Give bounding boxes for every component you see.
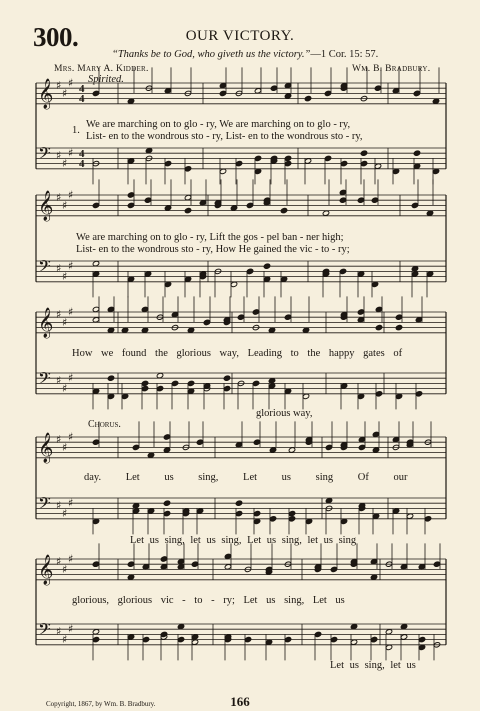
note-head bbox=[270, 85, 277, 91]
note-head bbox=[184, 194, 191, 200]
lyric-line-5: How we found the glorious way, Leading to the happy gates of bbox=[72, 348, 403, 359]
sharp-sign: ♯ bbox=[62, 315, 68, 329]
sharp-sign: ♯ bbox=[68, 76, 74, 90]
treble-clef: 𝄞 bbox=[38, 79, 54, 109]
author-credit: Mrs. Mary A. Kidder. bbox=[54, 64, 149, 74]
note-head bbox=[432, 168, 439, 174]
note-head bbox=[304, 158, 311, 164]
note-head bbox=[358, 436, 365, 442]
note-head bbox=[413, 150, 420, 156]
note-head bbox=[424, 516, 431, 522]
note-head bbox=[92, 90, 99, 96]
note-head bbox=[92, 439, 99, 445]
note-head bbox=[92, 388, 99, 394]
bass-clef: 𝄢 bbox=[38, 493, 51, 517]
sharp-sign: ♯ bbox=[68, 430, 74, 444]
note-head bbox=[219, 90, 226, 96]
note-head bbox=[144, 197, 151, 203]
note-head bbox=[163, 500, 170, 506]
note-head bbox=[288, 447, 295, 453]
note-head bbox=[184, 207, 191, 213]
lyric-line-1: We are marching on to glo - ry, We are marching on to glo - ry, bbox=[86, 119, 351, 130]
note-head bbox=[375, 324, 382, 330]
sharp-sign: ♯ bbox=[62, 270, 68, 283]
note-head bbox=[127, 276, 134, 282]
note-head bbox=[357, 309, 364, 315]
note-head bbox=[246, 202, 253, 208]
note-head bbox=[432, 98, 439, 104]
epigraph-reference: —1 Cor. 15: 57. bbox=[310, 49, 379, 60]
note-head bbox=[224, 564, 231, 570]
note-head bbox=[284, 388, 291, 394]
epigraph-quote: “Thanks be to God, who giveth us the victory.” bbox=[112, 49, 311, 60]
note-head bbox=[177, 564, 184, 570]
note-head bbox=[375, 306, 382, 312]
note-head bbox=[224, 553, 231, 559]
sharp-sign: ♯ bbox=[56, 262, 62, 276]
sharp-sign: ♯ bbox=[56, 374, 62, 388]
lyric-line-7: day. Let us sing, Let us sing Of our bbox=[84, 472, 408, 483]
note-head bbox=[147, 508, 154, 514]
lyric-line-10: Let us sing, let us bbox=[330, 660, 416, 671]
note-head bbox=[187, 388, 194, 394]
note-head bbox=[284, 160, 291, 166]
note-head bbox=[219, 168, 226, 174]
bass-clef: 𝄢 bbox=[38, 368, 51, 392]
stanza-number: 1. bbox=[72, 125, 80, 136]
note-head bbox=[400, 634, 407, 640]
note-head bbox=[284, 155, 291, 161]
sharp-sign: ♯ bbox=[56, 555, 62, 568]
sharp-sign: ♯ bbox=[56, 149, 62, 163]
note-head bbox=[385, 629, 392, 635]
note-head bbox=[263, 263, 270, 269]
note-head bbox=[141, 327, 148, 333]
treble-clef: 𝄞 bbox=[38, 433, 54, 463]
note-head bbox=[350, 623, 357, 629]
note-head bbox=[392, 88, 399, 94]
note-head bbox=[395, 393, 402, 399]
note-head bbox=[400, 623, 407, 629]
note-head bbox=[127, 634, 134, 640]
note-head bbox=[127, 158, 134, 164]
page-number: 166 bbox=[230, 694, 250, 709]
note-head bbox=[269, 516, 276, 522]
note-head bbox=[132, 444, 139, 450]
note-head bbox=[141, 380, 148, 386]
sharp-sign: ♯ bbox=[68, 552, 74, 566]
note-head bbox=[284, 636, 291, 642]
note-head bbox=[426, 271, 433, 277]
sharp-sign: ♯ bbox=[68, 259, 74, 273]
sharp-sign: ♯ bbox=[62, 198, 68, 212]
note-head bbox=[156, 372, 163, 378]
note-head bbox=[254, 88, 261, 94]
note-head bbox=[418, 564, 425, 570]
note-head bbox=[121, 327, 128, 333]
time-signature: 4 bbox=[79, 93, 85, 105]
sharp-sign: ♯ bbox=[62, 157, 68, 170]
sharp-sign: ♯ bbox=[56, 499, 62, 513]
note-head bbox=[304, 95, 311, 101]
note-head bbox=[339, 197, 346, 203]
note-head bbox=[374, 85, 381, 91]
note-head bbox=[163, 447, 170, 453]
sharp-sign: ♯ bbox=[62, 382, 68, 395]
note-head bbox=[269, 447, 276, 453]
note-head bbox=[433, 561, 440, 567]
note-head bbox=[177, 636, 184, 642]
sharp-sign: ♯ bbox=[56, 433, 62, 446]
note-head bbox=[360, 160, 367, 166]
note-head bbox=[330, 636, 337, 642]
note-head bbox=[284, 93, 291, 99]
lyric-line-2: List- en to the wondrous sto - ry, List- en to the wondrous sto - ry, bbox=[86, 131, 363, 142]
note-head bbox=[392, 436, 399, 442]
note-head bbox=[372, 447, 379, 453]
note-head bbox=[196, 508, 203, 514]
composer-credit: Wm. B. Bradbury. bbox=[352, 64, 431, 74]
sharp-sign: ♯ bbox=[62, 633, 68, 646]
note-head bbox=[203, 319, 210, 325]
note-head bbox=[371, 197, 378, 203]
note-head bbox=[413, 163, 420, 169]
note-head bbox=[375, 391, 382, 397]
note-head bbox=[268, 327, 275, 333]
sharp-sign: ♯ bbox=[68, 371, 74, 385]
note-head bbox=[372, 513, 379, 519]
note-head bbox=[230, 281, 237, 287]
note-head bbox=[357, 197, 364, 203]
sharp-sign: ♯ bbox=[68, 496, 74, 510]
note-head bbox=[253, 518, 260, 524]
note-head bbox=[406, 513, 413, 519]
note-head bbox=[254, 155, 261, 161]
note-head bbox=[171, 380, 178, 386]
note-head bbox=[235, 500, 242, 506]
note-head bbox=[199, 200, 206, 206]
note-head bbox=[92, 629, 99, 635]
note-head bbox=[177, 558, 184, 564]
note-head bbox=[127, 98, 134, 104]
note-head bbox=[324, 90, 331, 96]
note-head bbox=[322, 210, 329, 216]
note-head bbox=[187, 327, 194, 333]
tempo-marking: Spirited. bbox=[88, 74, 124, 85]
hymn-title: OUR VICTORY. bbox=[185, 28, 295, 44]
note-head bbox=[357, 393, 364, 399]
note-head bbox=[357, 271, 364, 277]
time-signature: 4 bbox=[79, 148, 85, 160]
note-head bbox=[164, 160, 171, 166]
note-head bbox=[426, 210, 433, 216]
note-head bbox=[253, 439, 260, 445]
note-head bbox=[187, 380, 194, 386]
note-head bbox=[92, 317, 99, 323]
note-head bbox=[142, 636, 149, 642]
sharp-sign: ♯ bbox=[62, 507, 68, 520]
note-head bbox=[252, 380, 259, 386]
note-head bbox=[360, 150, 367, 156]
note-head bbox=[92, 271, 99, 277]
treble-clef: 𝄞 bbox=[38, 191, 54, 221]
sharp-sign: ♯ bbox=[68, 188, 74, 202]
note-head bbox=[392, 508, 399, 514]
note-head bbox=[127, 192, 134, 198]
note-head bbox=[223, 385, 230, 391]
note-head bbox=[253, 510, 260, 516]
note-head bbox=[284, 82, 291, 88]
note-head bbox=[268, 378, 275, 384]
note-head bbox=[305, 518, 312, 524]
note-head bbox=[302, 393, 309, 399]
note-head bbox=[92, 306, 99, 312]
sharp-sign: ♯ bbox=[56, 79, 62, 92]
note-head bbox=[141, 385, 148, 391]
copyright-notice: Copyright, 1867, by Wm. B. Bradbury. bbox=[46, 700, 156, 708]
note-head bbox=[302, 327, 309, 333]
note-head bbox=[411, 271, 418, 277]
note-head bbox=[413, 90, 420, 96]
note-head bbox=[144, 271, 151, 277]
note-head bbox=[374, 163, 381, 169]
note-head bbox=[196, 439, 203, 445]
note-head bbox=[160, 556, 167, 562]
note-head bbox=[177, 623, 184, 629]
note-head bbox=[184, 276, 191, 282]
time-signature: 4 bbox=[79, 158, 85, 170]
note-head bbox=[288, 510, 295, 516]
treble-clef: 𝄞 bbox=[38, 308, 54, 338]
note-head bbox=[92, 561, 99, 567]
note-head bbox=[92, 202, 99, 208]
note-head bbox=[392, 168, 399, 174]
note-head bbox=[164, 281, 171, 287]
note-head bbox=[254, 168, 261, 174]
sharp-sign: ♯ bbox=[62, 440, 68, 454]
note-head bbox=[235, 442, 242, 448]
note-head bbox=[223, 375, 230, 381]
note-head bbox=[127, 202, 134, 208]
note-head bbox=[263, 276, 270, 282]
note-head bbox=[415, 391, 422, 397]
note-head bbox=[280, 276, 287, 282]
note-head bbox=[339, 268, 346, 274]
note-head bbox=[235, 160, 242, 166]
note-head bbox=[92, 636, 99, 642]
note-head bbox=[370, 574, 377, 580]
note-head bbox=[340, 518, 347, 524]
note-head bbox=[121, 393, 128, 399]
note-head bbox=[395, 324, 402, 330]
note-head bbox=[237, 314, 244, 320]
note-head bbox=[92, 518, 99, 524]
note-head bbox=[147, 452, 154, 458]
note-head bbox=[132, 503, 139, 509]
note-head bbox=[324, 155, 331, 161]
note-head bbox=[156, 385, 163, 391]
note-head bbox=[330, 566, 337, 572]
note-head bbox=[92, 260, 99, 266]
lyric-line-8: Let us sing, let us sing, Let us sing, let us sing bbox=[130, 535, 357, 546]
sharp-sign: ♯ bbox=[62, 562, 68, 576]
time-signature: 4 bbox=[79, 83, 85, 95]
note-head bbox=[288, 516, 295, 522]
note-head bbox=[385, 644, 392, 650]
note-head bbox=[145, 147, 152, 153]
sharp-sign: ♯ bbox=[56, 191, 62, 204]
note-head bbox=[340, 383, 347, 389]
sharp-sign: ♯ bbox=[68, 146, 74, 160]
note-head bbox=[132, 508, 139, 514]
note-head bbox=[107, 375, 114, 381]
note-head bbox=[350, 639, 357, 645]
note-head bbox=[107, 327, 114, 333]
note-head bbox=[252, 309, 259, 315]
note-head bbox=[314, 631, 321, 637]
note-head bbox=[400, 564, 407, 570]
note-head bbox=[415, 317, 422, 323]
bass-clef: 𝄢 bbox=[38, 619, 51, 643]
sharp-sign: ♯ bbox=[56, 625, 62, 639]
note-head bbox=[340, 160, 347, 166]
note-head bbox=[127, 574, 134, 580]
note-head bbox=[246, 268, 253, 274]
note-head bbox=[244, 636, 251, 642]
note-head bbox=[141, 306, 148, 312]
note-head bbox=[184, 166, 191, 172]
note-head bbox=[163, 434, 170, 440]
note-head bbox=[284, 314, 291, 320]
lyric-line-6: glorious way, bbox=[256, 408, 313, 419]
note-head bbox=[358, 444, 365, 450]
note-head bbox=[411, 202, 418, 208]
note-head bbox=[280, 207, 287, 213]
note-head bbox=[325, 444, 332, 450]
note-head bbox=[325, 497, 332, 503]
chorus-label: Chorus. bbox=[88, 419, 121, 430]
lyric-line-4: List- en to the wondrous sto - ry, How He gained the vic - to - ry; bbox=[76, 244, 350, 255]
note-head bbox=[160, 564, 167, 570]
note-head bbox=[411, 266, 418, 272]
note-head bbox=[163, 510, 170, 516]
note-head bbox=[268, 383, 275, 389]
note-head bbox=[235, 510, 242, 516]
note-head bbox=[171, 311, 178, 317]
note-head bbox=[191, 634, 198, 640]
note-head bbox=[370, 636, 377, 642]
note-head bbox=[418, 644, 425, 650]
note-head bbox=[418, 636, 425, 642]
note-head bbox=[219, 82, 226, 88]
note-head bbox=[191, 561, 198, 567]
note-head bbox=[127, 561, 134, 567]
bass-clef: 𝄢 bbox=[38, 143, 51, 167]
bass-clef: 𝄢 bbox=[38, 256, 51, 280]
sharp-sign: ♯ bbox=[62, 86, 68, 100]
lyric-line-9: glorious, glorious vic - to - ry; Let us sing, Let us bbox=[72, 595, 345, 606]
note-head bbox=[230, 205, 237, 211]
treble-clef: 𝄞 bbox=[38, 555, 54, 585]
note-head bbox=[164, 88, 171, 94]
note-head bbox=[191, 639, 198, 645]
sharp-sign: ♯ bbox=[68, 305, 74, 319]
note-head bbox=[371, 281, 378, 287]
note-head bbox=[107, 393, 114, 399]
lyric-line-3: We are marching on to glo - ry, Lift the gos - pel ban - ner high; bbox=[76, 232, 344, 243]
note-head bbox=[339, 189, 346, 195]
note-head bbox=[107, 306, 114, 312]
sharp-sign: ♯ bbox=[56, 308, 62, 321]
note-head bbox=[372, 431, 379, 437]
sharp-sign: ♯ bbox=[68, 622, 74, 636]
note-head bbox=[265, 639, 272, 645]
note-head bbox=[164, 205, 171, 211]
note-head bbox=[370, 558, 377, 564]
hymn-number: 300. bbox=[33, 22, 79, 52]
note-head bbox=[395, 314, 402, 320]
note-head bbox=[357, 317, 364, 323]
